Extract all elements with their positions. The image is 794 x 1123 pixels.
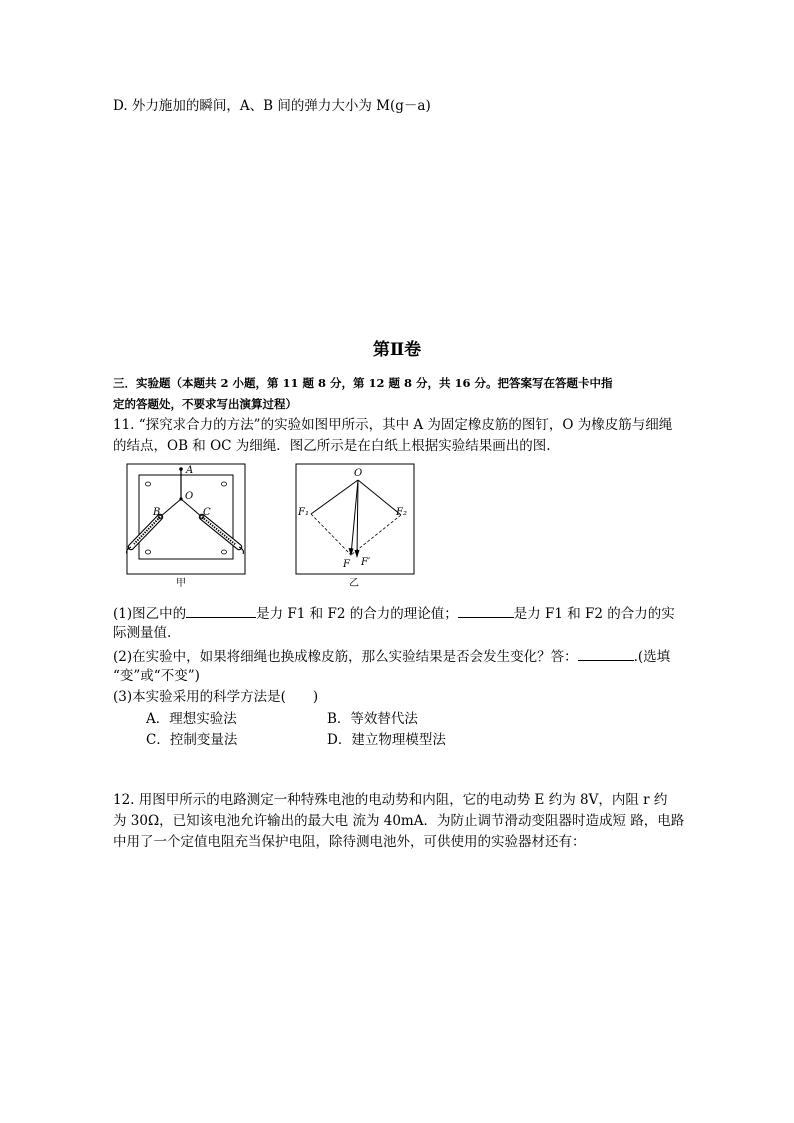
section-heading-line2: 定的答题处，不要求写出演算过程） <box>113 397 297 411</box>
answer-blank-theory[interactable] <box>186 603 256 618</box>
spring-balance-c <box>202 517 244 554</box>
pin-hole <box>222 482 227 486</box>
dashed-f1-to-f <box>311 514 351 555</box>
label-f-prime: F′ <box>361 557 371 568</box>
label-b: B <box>153 507 161 518</box>
q12-line1: 12. 用图甲所示的电路测定一种特殊电池的电动势和内阻，它的电动势 E 约为 8V，内阻 r 约 <box>113 792 668 808</box>
vector-f1 <box>311 480 358 514</box>
label-c: C <box>203 507 211 518</box>
answer-blank-change[interactable] <box>578 646 634 661</box>
pin-hole <box>222 550 227 554</box>
vector-f2 <box>358 480 401 515</box>
label-f1: F₁ <box>298 507 309 518</box>
q11-part1-line2: 际测量值. <box>113 625 172 641</box>
option-b: B．等效替代法 <box>327 711 418 727</box>
board-outer <box>127 464 245 574</box>
string-ob <box>160 499 181 517</box>
pin-hole <box>146 550 151 554</box>
q10-option-d: D. 外力施加的瞬间，A、B 间的弹力大小为 M(g－a) <box>113 98 431 114</box>
label-f: F <box>343 559 350 570</box>
label-o: O <box>354 468 363 479</box>
label-o: O <box>185 491 194 502</box>
spring-balance-b <box>127 517 161 554</box>
figure-yi <box>292 462 416 588</box>
q11-stem-line2: 的结点，OB 和 OC 为细绳．图乙所示是在白纸上根据实验结果画出的图. <box>113 438 551 454</box>
option-d: D．建立物理模型法 <box>327 732 446 748</box>
figure-jia <box>118 462 252 588</box>
caption-jia: 甲 <box>176 578 186 588</box>
section-heading-line1: 三．实验题（本题共 2 小题，第 11 题 8 分，第 12 题 8 分，共 16 分。把答案写在答题卡中指 <box>113 376 613 390</box>
label-a: A <box>186 465 194 476</box>
q11-part2-line1: (2)在实验中，如果将细绳也换成橡皮筋，那么实验结果是否会发生变化？答： .(选填 <box>113 646 670 666</box>
option-c: C．控制变量法 <box>146 732 238 748</box>
answer-blank-measured[interactable] <box>458 603 514 618</box>
q11-stem-line1: 11. “探究求合力的方法”的实验如图甲所示，其中 A 为固定橡皮筋的图钉，O 为橡皮筋与细绳 <box>113 417 673 433</box>
dashed-f2-to-f <box>351 515 401 555</box>
section-title: 第Ⅱ卷 <box>372 340 422 360</box>
q12-line2: 为 30Ω，已知该电池允许输出的最大电 流为 40mA．为防止调节滑动变阻器时造成短 路，电路 <box>113 813 685 829</box>
label-f2: F₂ <box>396 507 407 518</box>
option-a: A．理想实验法 <box>146 711 237 727</box>
q11-part2-line2: “变”或“不变”) <box>113 668 200 684</box>
q11-part3: (3)本实验采用的科学方法是( ) <box>113 689 319 705</box>
caption-yi: 乙 <box>349 578 359 588</box>
pin-hole <box>146 482 151 486</box>
q12-line3: 中用了一个定值电阻充当保护电阻，除待测电池外，可供使用的实验器材还有： <box>113 834 586 850</box>
q11-part1-line1: (1)图乙中的 是力 F1 和 F2 的合力的理论值； 是力 F1 和 F2 的合力的实 <box>113 603 675 623</box>
